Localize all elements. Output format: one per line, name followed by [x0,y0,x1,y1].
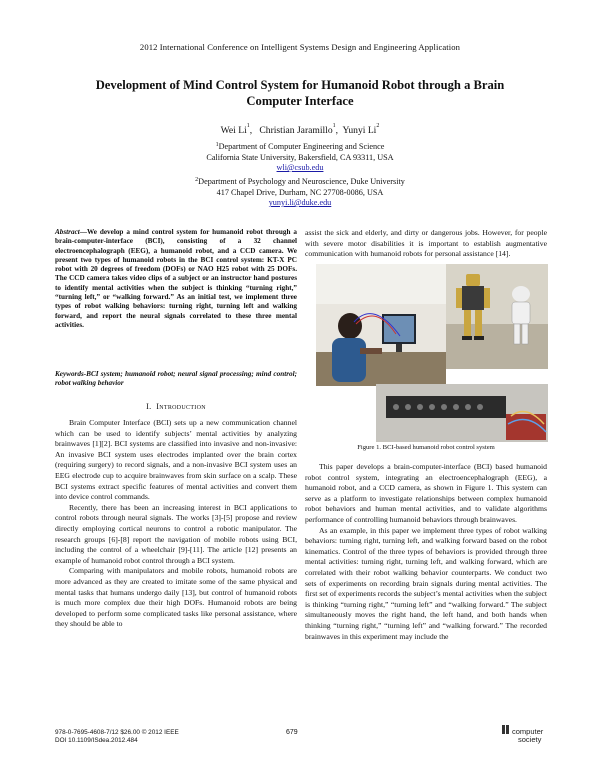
affiliation-address: California State University, Bakersfield, CA 93311, USA [206,152,394,162]
author-name: Yunyi Li [342,125,377,136]
abstract [55,228,297,330]
section-heading [55,402,297,411]
page-number: 679 [286,729,298,736]
footer-copyright [55,729,179,745]
computer-society-logo [500,722,548,744]
author-sup: 1 [246,123,250,129]
affiliation-1 [0,142,600,174]
keywords-text: BCI system; humanoid robot; neural signal processing; mind control; robot walking behavior [55,370,297,388]
isbn-line: 978-0-7695-4608-7/12 $26.00 © 2012 IEEE [55,729,179,736]
abstract-text: —We develop a mind control system for humanoid robot through a brain-computer-interface (BCI), consisting of a 32 channel electroencephalograph (EEG), a humanoid robot, and a CCD camera. We present two types of humanoid robots in the BCI control system: KT-X PC robot with 20 degrees of freedom (DOFs) or NAO H25 robot with 25 DOFs. The CCD camera takes video clips of a subject or an instructor hand postures to identify mental activities when the subject is thinking “turning right,” “turning left,” or “walking forward.” As an initial test, we implement three types of robot walking behaviors: turning right, turning left and walking forward, and report the neural signals correlated to these three mental activities. [55,228,297,329]
paragraph: Recently, there has been an increasing interest in BCI applications to control robots through neural signals. The works [3]-[5] propose and review directly employing cortical neurons to control a robotic manipulator. The research groups [6]-[8] report the navigation of mobile robots using BCI, including the control of a wheelchair [9]-[11]. The article [12] presents an example of humanoid robot control through a BCI system. [55,502,297,565]
affiliation-dept: Department of Computer Engineering and Science [218,142,385,151]
affiliation-address: 417 Chapel Drive, Durham, NC 27708-0086, USA [216,187,384,197]
paper-title: Development of Mind Control System for Humanoid Robot through a Brain Computer Interface [95,78,505,108]
doi-line: DOI 10.1109/ISdea.2012.484 [55,737,138,745]
figure-caption: Figure 1. BCI-based humanoid robot control system [357,444,495,451]
paragraph: As an example, in this paper we implement three types of robot walking behaviors: turning right, turning left, and walking forward based on the robot kinematics. Control of the three types of behaviors is provided through three mental activities: turning right, turning left, and walking forward, which are correlated with their robot walking behavior counterparts. We conduct two sets of experiments on recording brain signals during mental activities. The first set of experiments records the subject’s mental activities when the subject is thinking “turning right,” “turning left” and “walking forward.” The subject simultaneously moves the right hand, the left hand, and both hands when thinking “turning right,” “turning left” and “walking forward.” The recorded brainwaves in this experiment may include the [305,525,547,641]
author-sup: 1 [332,123,336,129]
affiliation-sup: 2 [195,177,199,183]
paragraph: This paper develops a brain-computer-interface (BCI) based humanoid robot control system, integrating an electroencephalograph (EEG), a humanoid robot, and a CCD camera, as shown in Figure 1. This system can serve as a platform to investigate relationships between complex humanoid robot behaviors and human mental activities, and to validate algorithms performance of controlling humanoid behaviors through brainwaves. [305,462,547,524]
author-list: Wei Li$^1$, Christian Jaramillo$^1$, Yunyi Li$^2$ [220,123,380,136]
logo-text-society: society [518,735,542,744]
affiliation-dept: Department of Psychology and Neuroscience, Duke University [198,177,405,186]
computer-society-logo-icon [500,722,548,744]
conference-header: 2012 International Conference on Intelligent Systems Design and Engineering Application [139,42,461,52]
bci-system-photo [316,264,548,442]
email-link[interactable]: wli@csub.edu [276,163,324,172]
affiliation-2 [0,177,600,209]
keywords [55,370,297,389]
right-column-top [305,228,547,260]
abstract-label: Abstract [55,228,80,236]
email-link[interactable]: yunyi.li@duke.edu [268,198,332,207]
paragraph: assist the sick and elderly, and dirty or dangerous jobs. However, for people with severe motor disabilities it is important to establish augmentative communication with humanoid robots for personal assistance [14]. [305,228,547,259]
section-number: I. [146,402,152,411]
paragraph: Brain Computer Interface (BCI) sets up a new communication channel which can be used to identify subjects’ mental activities by analyzing brainwaves [1][2]. BCI systems are classified into invasive and non-invasive: An invasive BCI system uses electrodes implanted over the brain cortex (requiring surgery) to record signals, and a non-invasive BCI system uses an EEG electrode cup to acquire brainwaves from skin surface on a scalp. These BCI systems extract specific features of mental activities and convert them into device control commands. [55,418,297,502]
author-name: Christian Jaramillo [259,125,333,136]
keywords-label: Keywords- [55,370,87,378]
section-title: Introduction [156,402,206,411]
paragraph: Comparing with manipulators and mobile robots, humanoid robots are more advanced as they are created to imitate some of the same physical and mental tasks that humans undergo daily [13], but control of humanoid robots is much more complex due their high DOFs. Humanoid robots are being developed to perform some complicated tasks like personal assistance, where they should be able to [55,566,297,629]
author-name: Wei Li [220,125,247,136]
right-column-body [305,462,547,642]
logo-text-computer: computer [512,727,544,736]
figure-image [316,264,548,442]
left-column-body [55,418,297,630]
author-sup: 2 [376,123,380,129]
affiliation-sup: 1 [215,142,219,148]
